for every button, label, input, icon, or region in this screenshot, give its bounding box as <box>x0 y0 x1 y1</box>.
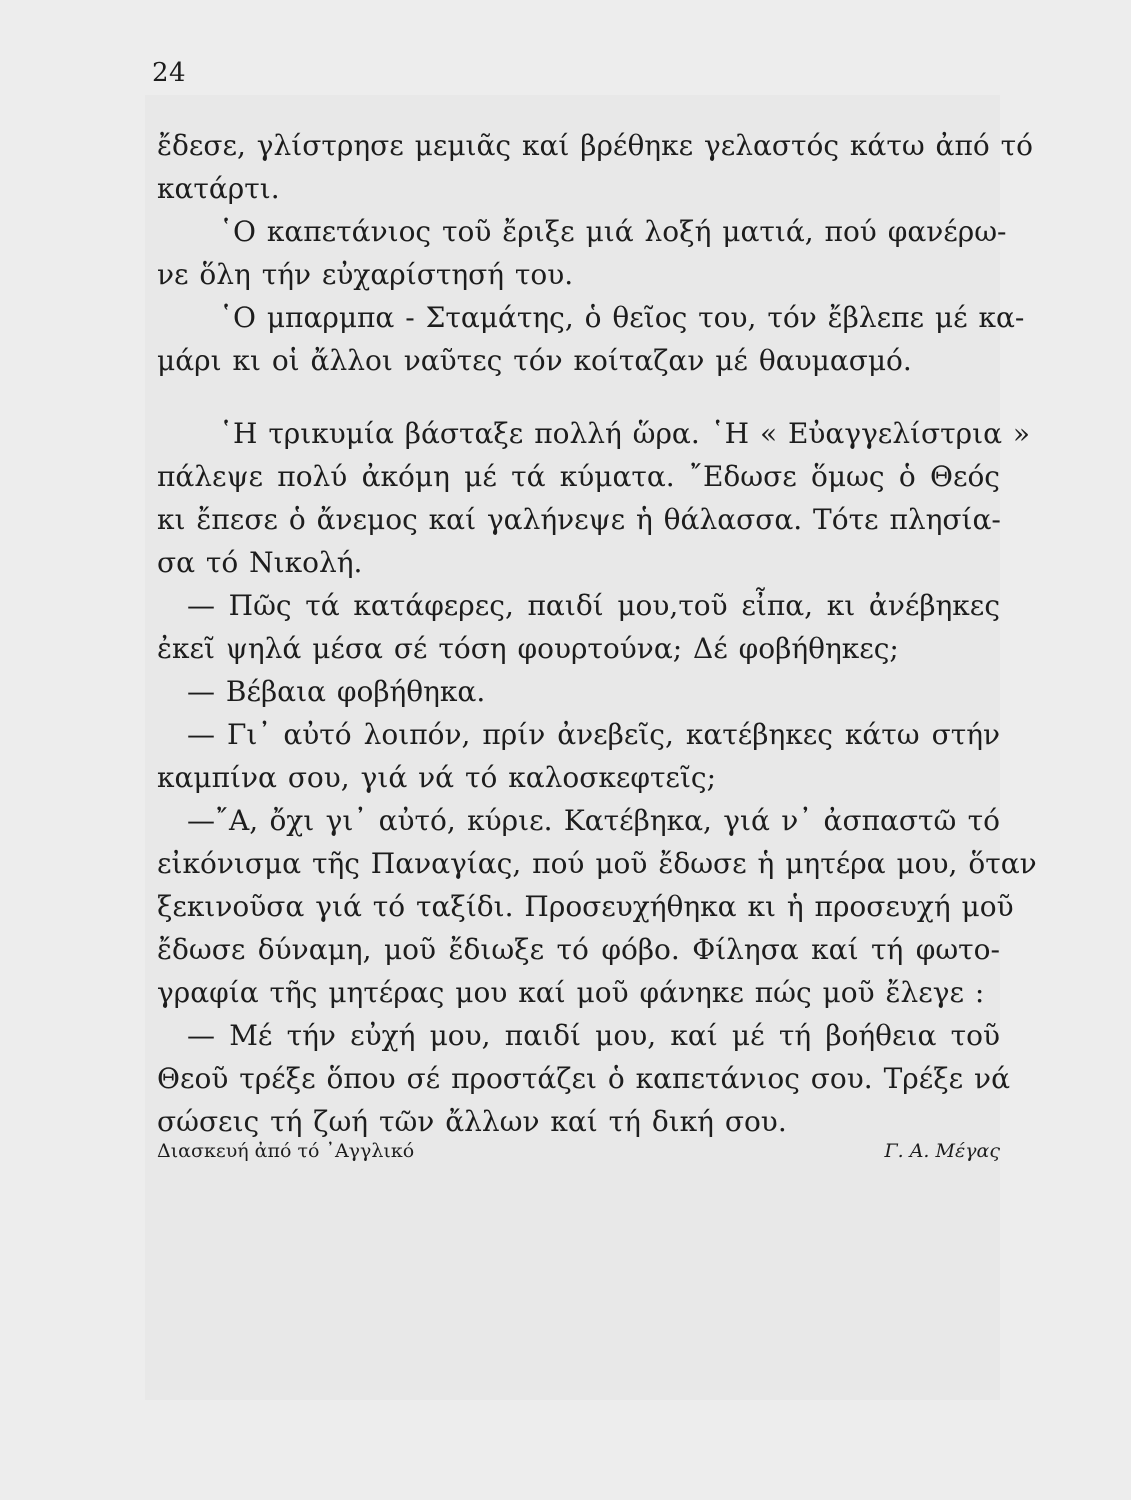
text-line: μάρι κι οἱ ἄλλοι ναῦτες τόν κοίταζαν μέ θαυμασμό. <box>157 344 912 377</box>
text-line: ῾Η τρικυμία βάσταξε πολλή ὥρα. ῾Η « Εὐαγγελίστρια » <box>219 417 1031 450</box>
author-name: Γ. Α. Μέγας <box>884 1140 1000 1162</box>
text-line: κι ἔπεσε ὁ ἄνεμος καί γαλήνεψε ἡ θάλασσα. Τότε πλησία- <box>157 503 1001 536</box>
page-number: 24 <box>152 58 187 88</box>
dialogue-line: — Γι᾽ αὐτό λοιπόν, πρίν ἀνεβεῖς, κατέβηκες κάτω στήν <box>187 718 1000 751</box>
text-line: πάλεψε πολύ ἀκόμη μέ τά κύματα. ῎Εδωσε ὅμως ὁ Θεός <box>157 460 1000 493</box>
text-line: ξεκινοῦσα γιά τό ταξίδι. Προσευχήθηκα κι ἡ προσευχή μοῦ <box>157 890 1014 923</box>
text-line: εἰκόνισμα τῆς Παναγίας, πού μοῦ ἔδωσε ἡ μητέρα μου, ὅταν <box>157 847 1037 880</box>
paragraph-gap <box>157 382 1000 412</box>
dialogue-line: — Μέ τήν εὐχή μου, παιδί μου, καί μέ τή βοήθεια τοῦ <box>187 1019 1000 1052</box>
text-line: σα τό Νικολή. <box>157 546 363 579</box>
body-text <box>157 124 1037 1143</box>
text-line: σώσεις τή ζωή τῶν ἄλλων καί τή δική σου. <box>157 1105 787 1138</box>
text-line: ἔδωσε δύναμη, μοῦ ἔδιωξε τό φόβο. Φίλησα καί τή φωτο- <box>157 933 1000 966</box>
text-line: νε ὅλη τήν εὐχαρίστησή του. <box>157 258 574 291</box>
text-line: γραφία τῆς μητέρας μου καί μοῦ φάνηκε πώς μοῦ ἔλεγε : <box>157 976 985 1009</box>
text-line: ἐκεῖ ψηλά μέσα σέ τόση φουρτούνα; Δέ φοβήθηκες; <box>157 632 899 665</box>
dialogue-line: — Βέβαια φοβήθηκα. <box>187 675 486 708</box>
dialogue-line: —῎Α, ὄχι γι᾽ αὐτό, κύριε. Κατέβηκα, γιά ν᾽ ἀσπαστῶ τό <box>187 804 1000 837</box>
text-line: ῾Ο καπετάνιος τοῦ ἔριξε μιά λοξή ματιά, πού φανέρω- <box>219 215 1007 248</box>
text-line: κατάρτι. <box>157 172 280 205</box>
footer <box>157 1140 1000 1170</box>
text-line: ῾Ο μπαρμπα - Σταμάτης, ὁ θεῖος του, τόν ἔβλεπε μέ κα- <box>219 301 1025 334</box>
text-line: ἔδεσε, γλίστρησε μεμιᾶς καί βρέθηκε γελαστός κάτω ἀπό τό <box>157 129 1033 162</box>
dialogue-line: — Πῶς τά κατάφερες, παιδί μου,τοῦ εἶπα, κι ἀνέβηκες <box>187 589 1000 622</box>
text-line: καμπίνα σου, γιά νά τό καλοσκεφτεῖς; <box>157 761 717 794</box>
translation-note: Διασκευή ἀπό τό ᾽Αγγλικό <box>157 1140 415 1162</box>
text-line: Θεοῦ τρέξε ὅπου σέ προστάζει ὁ καπετάνιος σου. Τρέξε νά <box>157 1062 1010 1095</box>
